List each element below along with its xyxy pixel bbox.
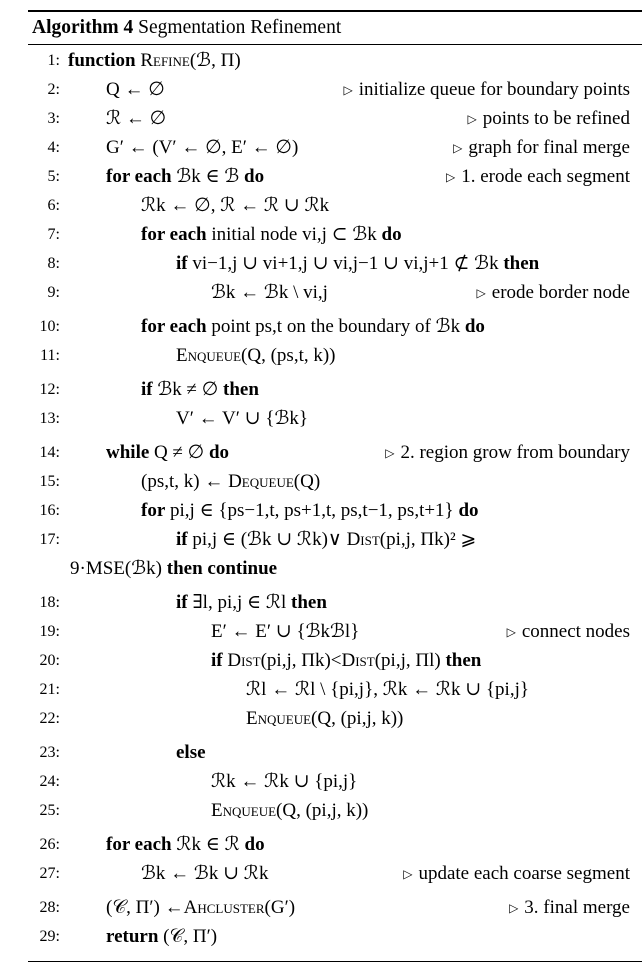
- comment-text: 1. erode each segment: [461, 166, 630, 187]
- bottom-rule: [28, 961, 642, 962]
- line-number: 26:: [39, 836, 60, 853]
- line-code: ℬk ← ℬk ∪ ℛk: [141, 863, 269, 884]
- algo-line: [28, 76, 642, 104]
- line-code: Enqueue(Q, (ps,t, k)): [176, 345, 336, 366]
- comment-triangle-icon: ▷: [476, 286, 486, 300]
- line-number: 14:: [39, 444, 60, 461]
- line-number: 2:: [47, 81, 60, 98]
- algo-line: [28, 342, 642, 370]
- line-number: 7:: [47, 226, 60, 243]
- comment-text: erode border node: [491, 282, 630, 303]
- algo-line: [28, 526, 642, 554]
- line-code: Enqueue(Q, (pi,j, k)): [246, 708, 404, 729]
- line-code: if ∃l, pi,j ∈ ℛl then: [176, 592, 327, 613]
- line-comment: [509, 894, 630, 922]
- line-number: 27:: [39, 865, 60, 882]
- algorithm-lines: [28, 45, 642, 962]
- line-comment: [385, 439, 630, 467]
- line-code: V′ ← V′ ∪ {ℬk}: [176, 408, 309, 429]
- algo-line: [28, 192, 642, 220]
- algo-line: [28, 405, 642, 433]
- line-code: if vi−1,j ∪ vi+1,j ∪ vi,j−1 ∪ vi,j+1 ⊄ ℬk then: [176, 253, 540, 274]
- algo-line: [28, 439, 642, 467]
- algo-line: [28, 105, 642, 133]
- algo-line: [28, 831, 642, 859]
- comment-triangle-icon: ▷: [453, 141, 463, 155]
- line-number: 8:: [47, 255, 60, 272]
- comment-text: connect nodes: [521, 621, 630, 642]
- algo-line: [28, 797, 642, 825]
- line-code: ℛl ← ℛl \ {pi,j}, ℛk ← ℛk ∪ {pi,j}: [246, 679, 529, 700]
- line-comment: [468, 105, 630, 133]
- comment-triangle-icon: ▷: [343, 83, 353, 97]
- line-code: for each ℛk ∈ ℛ do: [106, 834, 265, 855]
- algo-line: [28, 376, 642, 404]
- line-code: for each ℬk ∈ ℬ do: [106, 166, 265, 187]
- algo-line: [28, 163, 642, 191]
- line-comment: [446, 163, 630, 191]
- algo-line: [28, 647, 642, 675]
- line-number: 12:: [39, 381, 60, 398]
- line-code: return (𝒞, Π′): [106, 926, 218, 947]
- comment-triangle-icon: ▷: [385, 446, 395, 460]
- comment-triangle-icon: ▷: [509, 901, 519, 915]
- line-comment: [403, 860, 630, 888]
- algo-line: [28, 279, 642, 307]
- line-number: 19:: [39, 623, 60, 640]
- line-number: 20:: [39, 652, 60, 669]
- algorithm-name: Segmentation Refinement: [138, 17, 342, 38]
- line-number: 22:: [39, 710, 60, 727]
- algo-line: [28, 705, 642, 733]
- line-number: 3:: [47, 110, 60, 127]
- algo-line: [28, 618, 642, 646]
- line-number: 23:: [39, 744, 60, 761]
- algo-line: [28, 894, 642, 922]
- line-number: 5:: [47, 168, 60, 185]
- line-comment: [507, 618, 630, 646]
- algo-line: [28, 250, 642, 278]
- comment-triangle-icon: ▷: [445, 170, 456, 184]
- line-number: 15:: [39, 473, 60, 490]
- algo-line: [28, 497, 642, 525]
- comment-triangle-icon: ▷: [506, 625, 516, 639]
- line-code: if Dist(pi,j, Πk)<Dist(pi,j, Πl) then: [211, 650, 482, 671]
- line-code: else: [176, 742, 206, 763]
- line-code: for each initial node vi,j ⊂ ℬk do: [141, 224, 402, 245]
- algo-line: [28, 768, 642, 796]
- line-code: ℛk ← ∅, ℛ ← ℛ ∪ ℛk: [141, 195, 330, 216]
- line-number: 13:: [39, 410, 60, 427]
- algo-line: [28, 589, 642, 617]
- line-number: 11:: [40, 347, 60, 364]
- line-number: 28:: [39, 899, 60, 916]
- line-code: for each point ps,t on the boundary of ℬk do: [141, 316, 485, 337]
- line-comment: [344, 76, 630, 104]
- algorithm-number: Algorithm 4: [32, 17, 134, 38]
- line-code: E′ ← E′ ∪ {ℬkℬl}: [211, 621, 360, 642]
- line-number: 10:: [39, 318, 60, 335]
- algo-line: [28, 47, 642, 75]
- line-code: ℛk ← ℛk ∪ {pi,j}: [211, 771, 358, 792]
- line-number: 6:: [47, 197, 60, 214]
- line-number: 18:: [39, 594, 60, 611]
- algo-line: [28, 468, 642, 496]
- line-code: (ps,t, k) ← Dequeue(Q): [141, 471, 321, 492]
- comment-text: points to be refined: [482, 108, 630, 129]
- line-number: 9:: [47, 284, 60, 301]
- comment-text: update each coarse segment: [418, 863, 630, 884]
- line-code: G′ ← (V′ ← ∅, E′ ← ∅): [106, 137, 299, 158]
- line-code: Enqueue(Q, (pi,j, k)): [211, 800, 369, 821]
- algo-line: [28, 739, 642, 767]
- algo-line: [28, 221, 642, 249]
- algo-line: [28, 860, 642, 888]
- algo-line: [28, 676, 642, 704]
- line-code: ℛ ← ∅: [106, 108, 167, 129]
- algo-line: [28, 313, 642, 341]
- line-number: 21:: [39, 681, 60, 698]
- line-code: while Q ≠ ∅ do: [106, 442, 230, 463]
- comment-text: 3. final merge: [524, 897, 630, 918]
- comment-text: 2. region grow from boundary: [400, 442, 630, 463]
- line-code: for pi,j ∈ {ps−1,t, ps+1,t, ps,t−1, ps,t+1} do: [141, 500, 479, 521]
- algo-line: [28, 923, 642, 951]
- algo-line: [28, 134, 642, 162]
- line-code: ℬk ← ℬk \ vi,j: [211, 282, 328, 303]
- line-number: 16:: [39, 502, 60, 519]
- algo-line: [28, 555, 642, 583]
- line-code: function Refine(ℬ, Π): [68, 50, 241, 71]
- comment-triangle-icon: ▷: [467, 112, 477, 126]
- line-number: 24:: [39, 773, 60, 790]
- line-comment: [453, 134, 630, 162]
- line-code: Q ← ∅: [106, 79, 165, 100]
- algorithm-title: [28, 12, 642, 44]
- line-code: if ℬk ≠ ∅ then: [141, 379, 259, 400]
- line-code: (𝒞, Π′) ←Ahcluster(G′): [106, 897, 296, 918]
- comment-triangle-icon: ▷: [403, 867, 413, 881]
- line-code: if pi,j ∈ (ℬk ∪ ℛk)∨ Dist(pi,j, Πk)² ⩾: [176, 529, 477, 550]
- line-code: 9·MSE(ℬk) then continue: [70, 558, 278, 579]
- comment-text: initialize queue for boundary points: [358, 79, 630, 100]
- algorithm-block: [28, 10, 642, 962]
- line-number: 4:: [47, 139, 60, 156]
- comment-text: graph for final merge: [468, 137, 630, 158]
- line-comment: [477, 279, 630, 307]
- line-number: 25:: [39, 802, 60, 819]
- line-number: 29:: [39, 928, 60, 945]
- line-number: 1:: [47, 52, 60, 69]
- line-number: 17:: [39, 531, 60, 548]
